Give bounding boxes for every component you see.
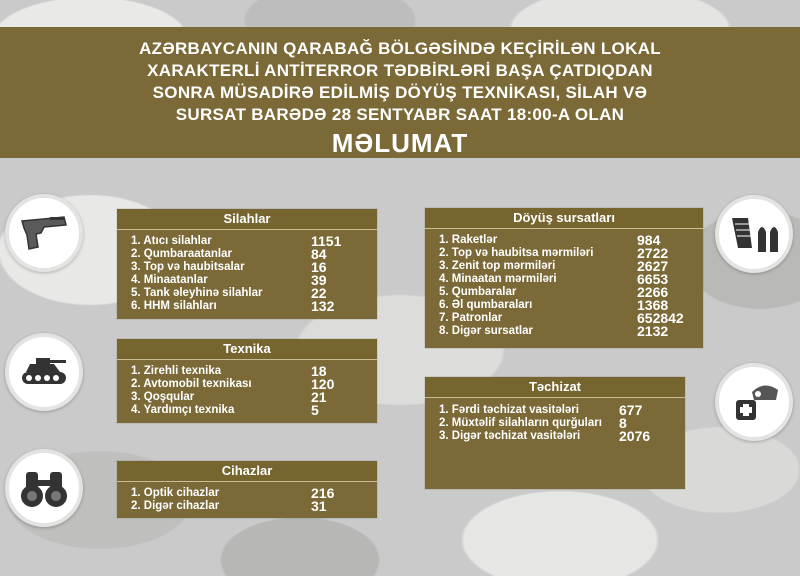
list-item (439, 404, 671, 417)
list-item (131, 378, 363, 391)
item-label: 3. Zenit top mərmiləri (439, 260, 556, 272)
item-value: 5 (311, 402, 319, 418)
item-value: 2266 (637, 284, 669, 300)
title-banner (0, 27, 800, 158)
item-value: 2627 (637, 258, 669, 274)
list-item (131, 235, 363, 248)
list-item (131, 274, 363, 287)
item-label: 4. Yardımçı texnika (131, 404, 235, 416)
pistol-icon (5, 194, 83, 272)
item-value: 1368 (637, 297, 669, 313)
panel-cihazlar (117, 461, 377, 518)
item-label: 7. Patronlar (439, 312, 503, 324)
item-value: 84 (311, 246, 327, 262)
item-label: 6. HHM silahları (131, 300, 217, 312)
banner-heading: MƏLUMAT (331, 128, 469, 158)
item-label: 2. Müxtəlif silahların qurğuları (439, 417, 602, 429)
item-label: 1. Atıcı silahlar (131, 235, 212, 247)
list-item (131, 300, 363, 313)
list-item (131, 500, 363, 513)
item-label: 1. Fərdi təchizat vasitələri (439, 404, 579, 416)
item-label: 1. Raketlər (439, 234, 498, 246)
item-value: 39 (311, 272, 327, 288)
title-line: SURSAT BARƏDƏ 28 SENTYABR SAAT 18:00-A OLAN (175, 105, 625, 124)
equipment-icon (715, 363, 793, 441)
panel-silahlar (117, 209, 377, 319)
list-item (439, 325, 689, 338)
item-value: 31 (311, 498, 327, 514)
list-item (131, 248, 363, 261)
list-item (131, 391, 363, 404)
panel-title: Cihazlar (117, 461, 377, 482)
item-list (425, 398, 685, 443)
item-label: 6. Əl qumbaraları (439, 299, 533, 311)
item-value: 16 (311, 259, 327, 275)
item-value: 216 (311, 485, 335, 501)
item-value: 2076 (619, 428, 651, 444)
title-line: XARAKTERLİ ANTİTERROR TƏDBİRLƏRİ BAŞA ÇATDIQDAN (147, 61, 653, 80)
item-label: 1. Optik cihazlar (131, 487, 220, 499)
item-label: 1. Zirehli texnika (131, 365, 222, 377)
item-value: 984 (637, 232, 661, 248)
panel-texnika (117, 339, 377, 423)
item-value: 18 (311, 363, 327, 379)
item-value: 677 (619, 402, 643, 418)
item-value: 8 (619, 415, 627, 431)
item-value: 652842 (637, 310, 684, 326)
list-item (439, 430, 671, 443)
panel-title: Təchizat (425, 377, 685, 398)
ammunition-icon (715, 195, 793, 273)
item-label: 5. Qumbaralar (439, 286, 517, 298)
panel-title: Döyüş sursatları (425, 208, 703, 229)
item-label: 3. Qoşqular (131, 391, 195, 403)
item-label: 2. Avtomobil texnikası (131, 378, 252, 390)
item-label: 5. Tank əleyhinə silahlar (131, 287, 263, 299)
list-item (131, 487, 363, 500)
panel-sursatlar (425, 208, 703, 348)
item-value: 1151 (311, 233, 342, 249)
list-item (131, 261, 363, 274)
item-value: 22 (311, 285, 327, 301)
item-list (425, 229, 703, 338)
item-list (117, 482, 377, 513)
item-label: 4. Minaatanlar (131, 274, 208, 286)
item-label: 2. Top və haubitsa mərmiləri (439, 247, 594, 259)
item-value: 2132 (637, 323, 669, 339)
item-label: 2. Qumbaraatanlar (131, 248, 232, 260)
title-line: AZƏRBAYCANIN QARABAĞ BÖLGƏSİNDƏ KEÇİRİLƏN LOKAL (139, 39, 661, 58)
binoculars-icon (5, 449, 83, 527)
item-value: 120 (311, 376, 335, 392)
item-value: 6653 (637, 271, 669, 287)
banner-title (0, 27, 800, 126)
item-value: 2722 (637, 245, 669, 261)
item-value: 21 (311, 389, 327, 405)
item-label: 3. Digər təchizat vasitələri (439, 430, 581, 442)
item-label: 8. Digər sursatlar (439, 325, 533, 337)
item-value: 132 (311, 298, 335, 314)
item-label: 3. Top və haubitsalar (131, 261, 245, 273)
panel-techizat (425, 377, 685, 489)
title-line: SONRA MÜSADİRƏ EDİLMİŞ DÖYÜŞ TEXNİKASI, SİLAH VƏ (152, 83, 648, 102)
item-list (117, 230, 377, 313)
item-label: 4. Minaatan mərmiləri (439, 273, 557, 285)
list-item (131, 404, 363, 417)
item-list (117, 360, 377, 417)
tank-icon (5, 333, 83, 411)
panel-title: Texnika (117, 339, 377, 360)
item-label: 2. Digər cihazlar (131, 500, 220, 512)
panel-title: Silahlar (117, 209, 377, 230)
